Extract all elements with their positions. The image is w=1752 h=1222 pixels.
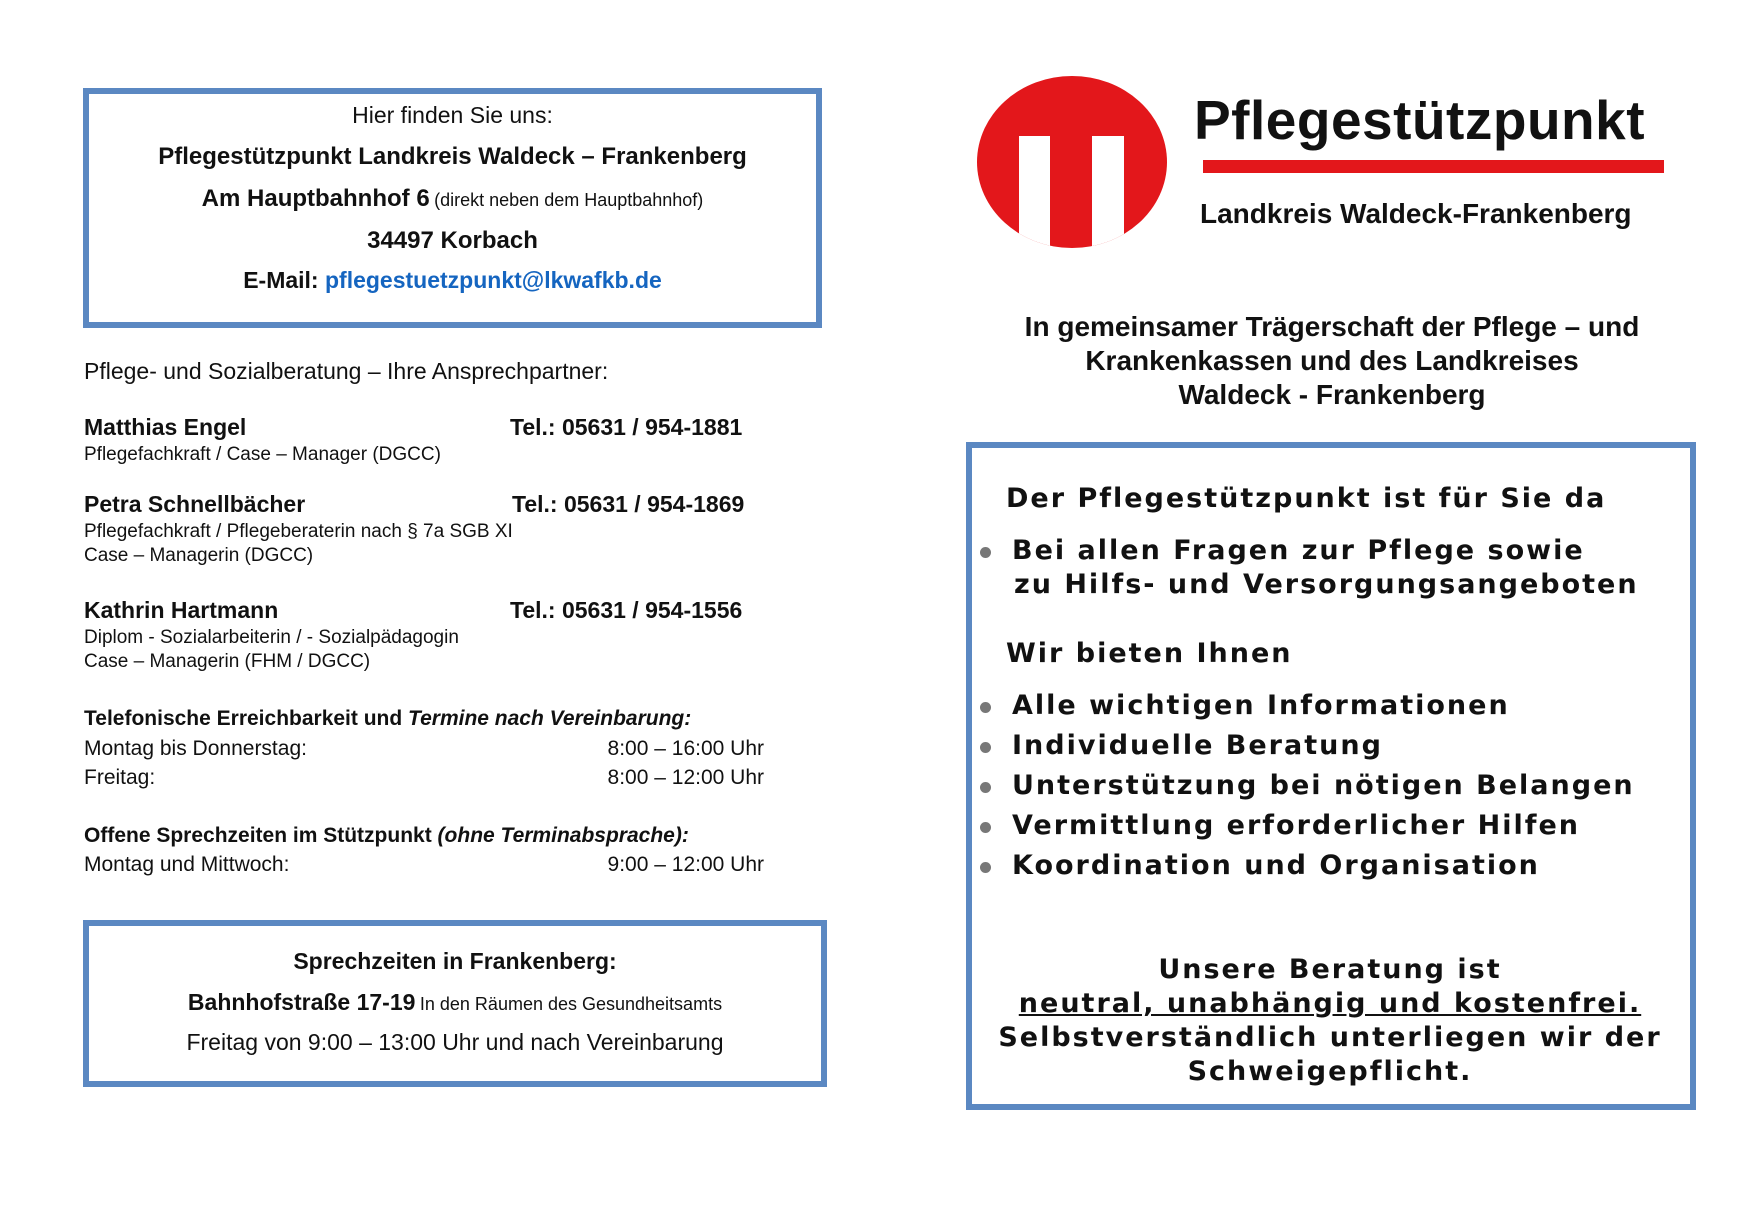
contact-name: Kathrin Hartmann (84, 597, 279, 623)
contact-phone[interactable]: Tel.: 05631 / 954-1881 (510, 414, 743, 440)
address-city: 34497 Korbach (367, 227, 538, 254)
services-heading: Der Pflegestützpunkt ist für Sie da (1006, 483, 1607, 514)
hours-row (84, 853, 764, 879)
contact-role: Pflegefachkraft / Pflegeberaterin nach § 7a SGB XI (84, 521, 513, 542)
list-item-continuation: zu Hilfs- und Versorgungsangeboten (1014, 569, 1639, 600)
address-intro: Hier finden Sie uns: (352, 102, 553, 128)
logo-bar-right (1092, 136, 1124, 248)
sponsorship-line: In gemeinsamer Trägerschaft der Pflege – und (1024, 311, 1640, 342)
email-label: E-Mail: (243, 267, 319, 293)
bullet-icon (980, 862, 991, 873)
closing-line: Schweigepflicht. (1187, 1056, 1473, 1087)
list-item-text: Vermittlung erforderlicher Hilfen (1012, 810, 1581, 841)
contact-role: Pflegefachkraft / Case – Manager (DGCC) (84, 444, 441, 465)
list-item (1012, 770, 1635, 801)
hours-day: Montag bis Donnerstag: (84, 737, 307, 760)
phone-hours-heading (84, 707, 691, 731)
contact-entry (84, 414, 774, 474)
frankenberg-street-line (89, 989, 821, 1016)
logo-subtitle: Landkreis Waldeck-Frankenberg (1200, 198, 1632, 229)
list-item (1012, 690, 1510, 721)
contact-entry (84, 491, 774, 571)
list-item (1012, 810, 1580, 841)
logo-bar-left (1019, 136, 1050, 248)
sponsorship-line: Krankenkassen und des Landkreises (1085, 345, 1579, 376)
list-item-text: Koordination und Organisation (1012, 850, 1540, 881)
contact-role: Case – Managerin (FHM / DGCC) (84, 651, 371, 672)
logo-red-bar (1203, 160, 1664, 173)
offers-heading: Wir bieten Ihnen (1006, 638, 1293, 669)
open-hours-heading-text: Offene Sprechzeiten im Stützpunkt (84, 824, 438, 847)
address-street: Am Hauptbahnhof 6 (201, 185, 430, 212)
contact-entry (84, 597, 774, 677)
sponsorship-line: Waldeck - Frankenberg (1178, 379, 1486, 410)
phone-hours-heading-italic: Termine nach Vereinbarung: (408, 707, 692, 730)
contact-role: Case – Managerin (DGCC) (84, 545, 314, 566)
hours-day: Freitag: (84, 766, 156, 789)
hours-time: 8:00 – 12:00 Uhr (607, 766, 764, 789)
closing-line: Selbstverständlich unterliegen wir der (998, 1022, 1662, 1053)
address-street-note: (direkt neben dem Hauptbahnhof) (434, 190, 704, 210)
frankenberg-box (83, 920, 827, 1087)
bullet-icon (980, 822, 991, 833)
logo-circle (977, 76, 1167, 248)
offers-list (1012, 690, 1652, 890)
contacts-heading: Pflege- und Sozialberatung – Ihre Ansprechpartner: (84, 358, 609, 384)
contact-role: Diplom - Sozialarbeiterin / - Sozialpädagogin (84, 627, 459, 648)
bullet-icon (980, 547, 991, 558)
list-item (1012, 535, 1585, 566)
open-hours-heading-italic: (ohne Terminabsprache): (437, 824, 689, 847)
frankenberg-street-note: In den Räumen des Gesundheitsamts (419, 994, 723, 1014)
address-email-line (89, 267, 816, 294)
hours-day: Montag und Mittwoch: (84, 853, 290, 876)
list-item-text: Individuelle Beratung (1012, 730, 1383, 761)
list-item-text: Alle wichtigen Informationen (1012, 690, 1510, 721)
closing-line-emphasis: neutral, unabhängig und kostenfrei. (1018, 988, 1642, 1019)
bullet-icon (980, 782, 991, 793)
hours-row (84, 766, 764, 792)
bullet-icon (980, 742, 991, 753)
phone-hours-heading-text: Telefonische Erreichbarkeit und (84, 707, 409, 730)
closing-statement (980, 953, 1680, 1089)
help-list (1012, 535, 1652, 605)
contact-phone[interactable]: Tel.: 05631 / 954-1869 (512, 491, 745, 517)
list-item-text: Unterstützung bei nötigen Belangen (1012, 770, 1635, 801)
contact-name: Petra Schnellbächer (84, 491, 306, 517)
hours-time: 9:00 – 12:00 Uhr (607, 853, 764, 876)
bullet-icon (980, 702, 991, 713)
list-item (1012, 850, 1540, 881)
frankenberg-street: Bahnhofstraße 17-19 (187, 989, 416, 1015)
list-item (1012, 730, 1383, 761)
email-link[interactable]: pflegestuetzpunkt@lkwafkb.de (324, 267, 662, 293)
address-box (83, 88, 822, 328)
hours-time: 8:00 – 16:00 Uhr (607, 737, 764, 760)
contact-name: Matthias Engel (84, 414, 247, 440)
address-org-name: Pflegestützpunkt Landkreis Waldeck – Frankenberg (158, 143, 747, 170)
frankenberg-times: Freitag von 9:00 – 13:00 Uhr und nach Vereinbarung (186, 1029, 724, 1055)
list-item-text: Bei allen Fragen zur Pflege sowie (1012, 535, 1585, 566)
closing-line: Unsere Beratung ist (1158, 954, 1502, 985)
contact-phone[interactable]: Tel.: 05631 / 954-1556 (510, 597, 743, 623)
logo-title: Pflegestützpunkt (1194, 89, 1646, 151)
logo-emblem (976, 74, 1168, 248)
address-street-line (89, 185, 816, 213)
open-hours-heading (84, 824, 689, 848)
sponsorship-text (972, 310, 1692, 412)
hours-row (84, 737, 764, 763)
frankenberg-title: Sprechzeiten in Frankenberg: (293, 948, 617, 974)
